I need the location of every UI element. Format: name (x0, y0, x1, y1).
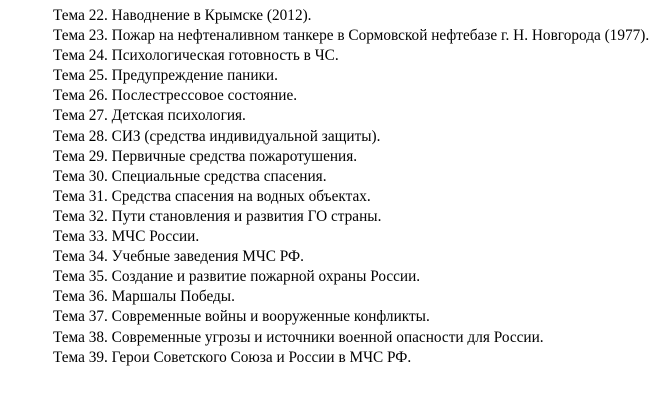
topic-item: Тема 29. Первичные средства пожаротушения. (53, 147, 358, 165)
topic-item: Тема 32. Пути становления и развития ГО страны. (53, 207, 382, 225)
topic-item: Тема 36. Маршалы Победы. (53, 288, 235, 306)
topic-item: Тема 27. Детская психология. (53, 107, 246, 125)
topic-item: Тема 23. Пожар на нефтеналивном танкере в Сормовской нефтебазе г. Н. Новгорода (1977). (53, 27, 650, 45)
topic-item: Тема 26. Послестрессовое состояние. (53, 87, 298, 105)
topic-item: Тема 35. Создание и развитие пожарной охраны России. (53, 268, 421, 286)
topic-item: Тема 38. Современные угрозы и источники военной опасности для России. (53, 328, 544, 346)
topic-item: Тема 37. Современные войны и вооруженные конфликты. (53, 308, 430, 326)
topic-item: Тема 25. Предупреждение паники. (53, 67, 278, 85)
topic-item: Тема 30. Специальные средства спасения. (53, 167, 327, 185)
topic-item: Тема 24. Психологическая готовность в ЧС. (53, 47, 339, 65)
topic-item: Тема 31. Средства спасения на водных объектах. (53, 187, 371, 205)
topic-item: Тема 33. МЧС России. (53, 228, 200, 246)
topic-item: Тема 34. Учебные заведения МЧС РФ. (53, 248, 304, 266)
topic-item: Тема 28. СИЗ (средства индивидуальной защиты). (53, 127, 381, 145)
topic-item: Тема 39. Герои Советского Союза и России в МЧС РФ. (53, 348, 412, 366)
topic-list (0, 6, 672, 368)
topic-item: Тема 22. Наводнение в Крымске (2012). (53, 7, 312, 24)
